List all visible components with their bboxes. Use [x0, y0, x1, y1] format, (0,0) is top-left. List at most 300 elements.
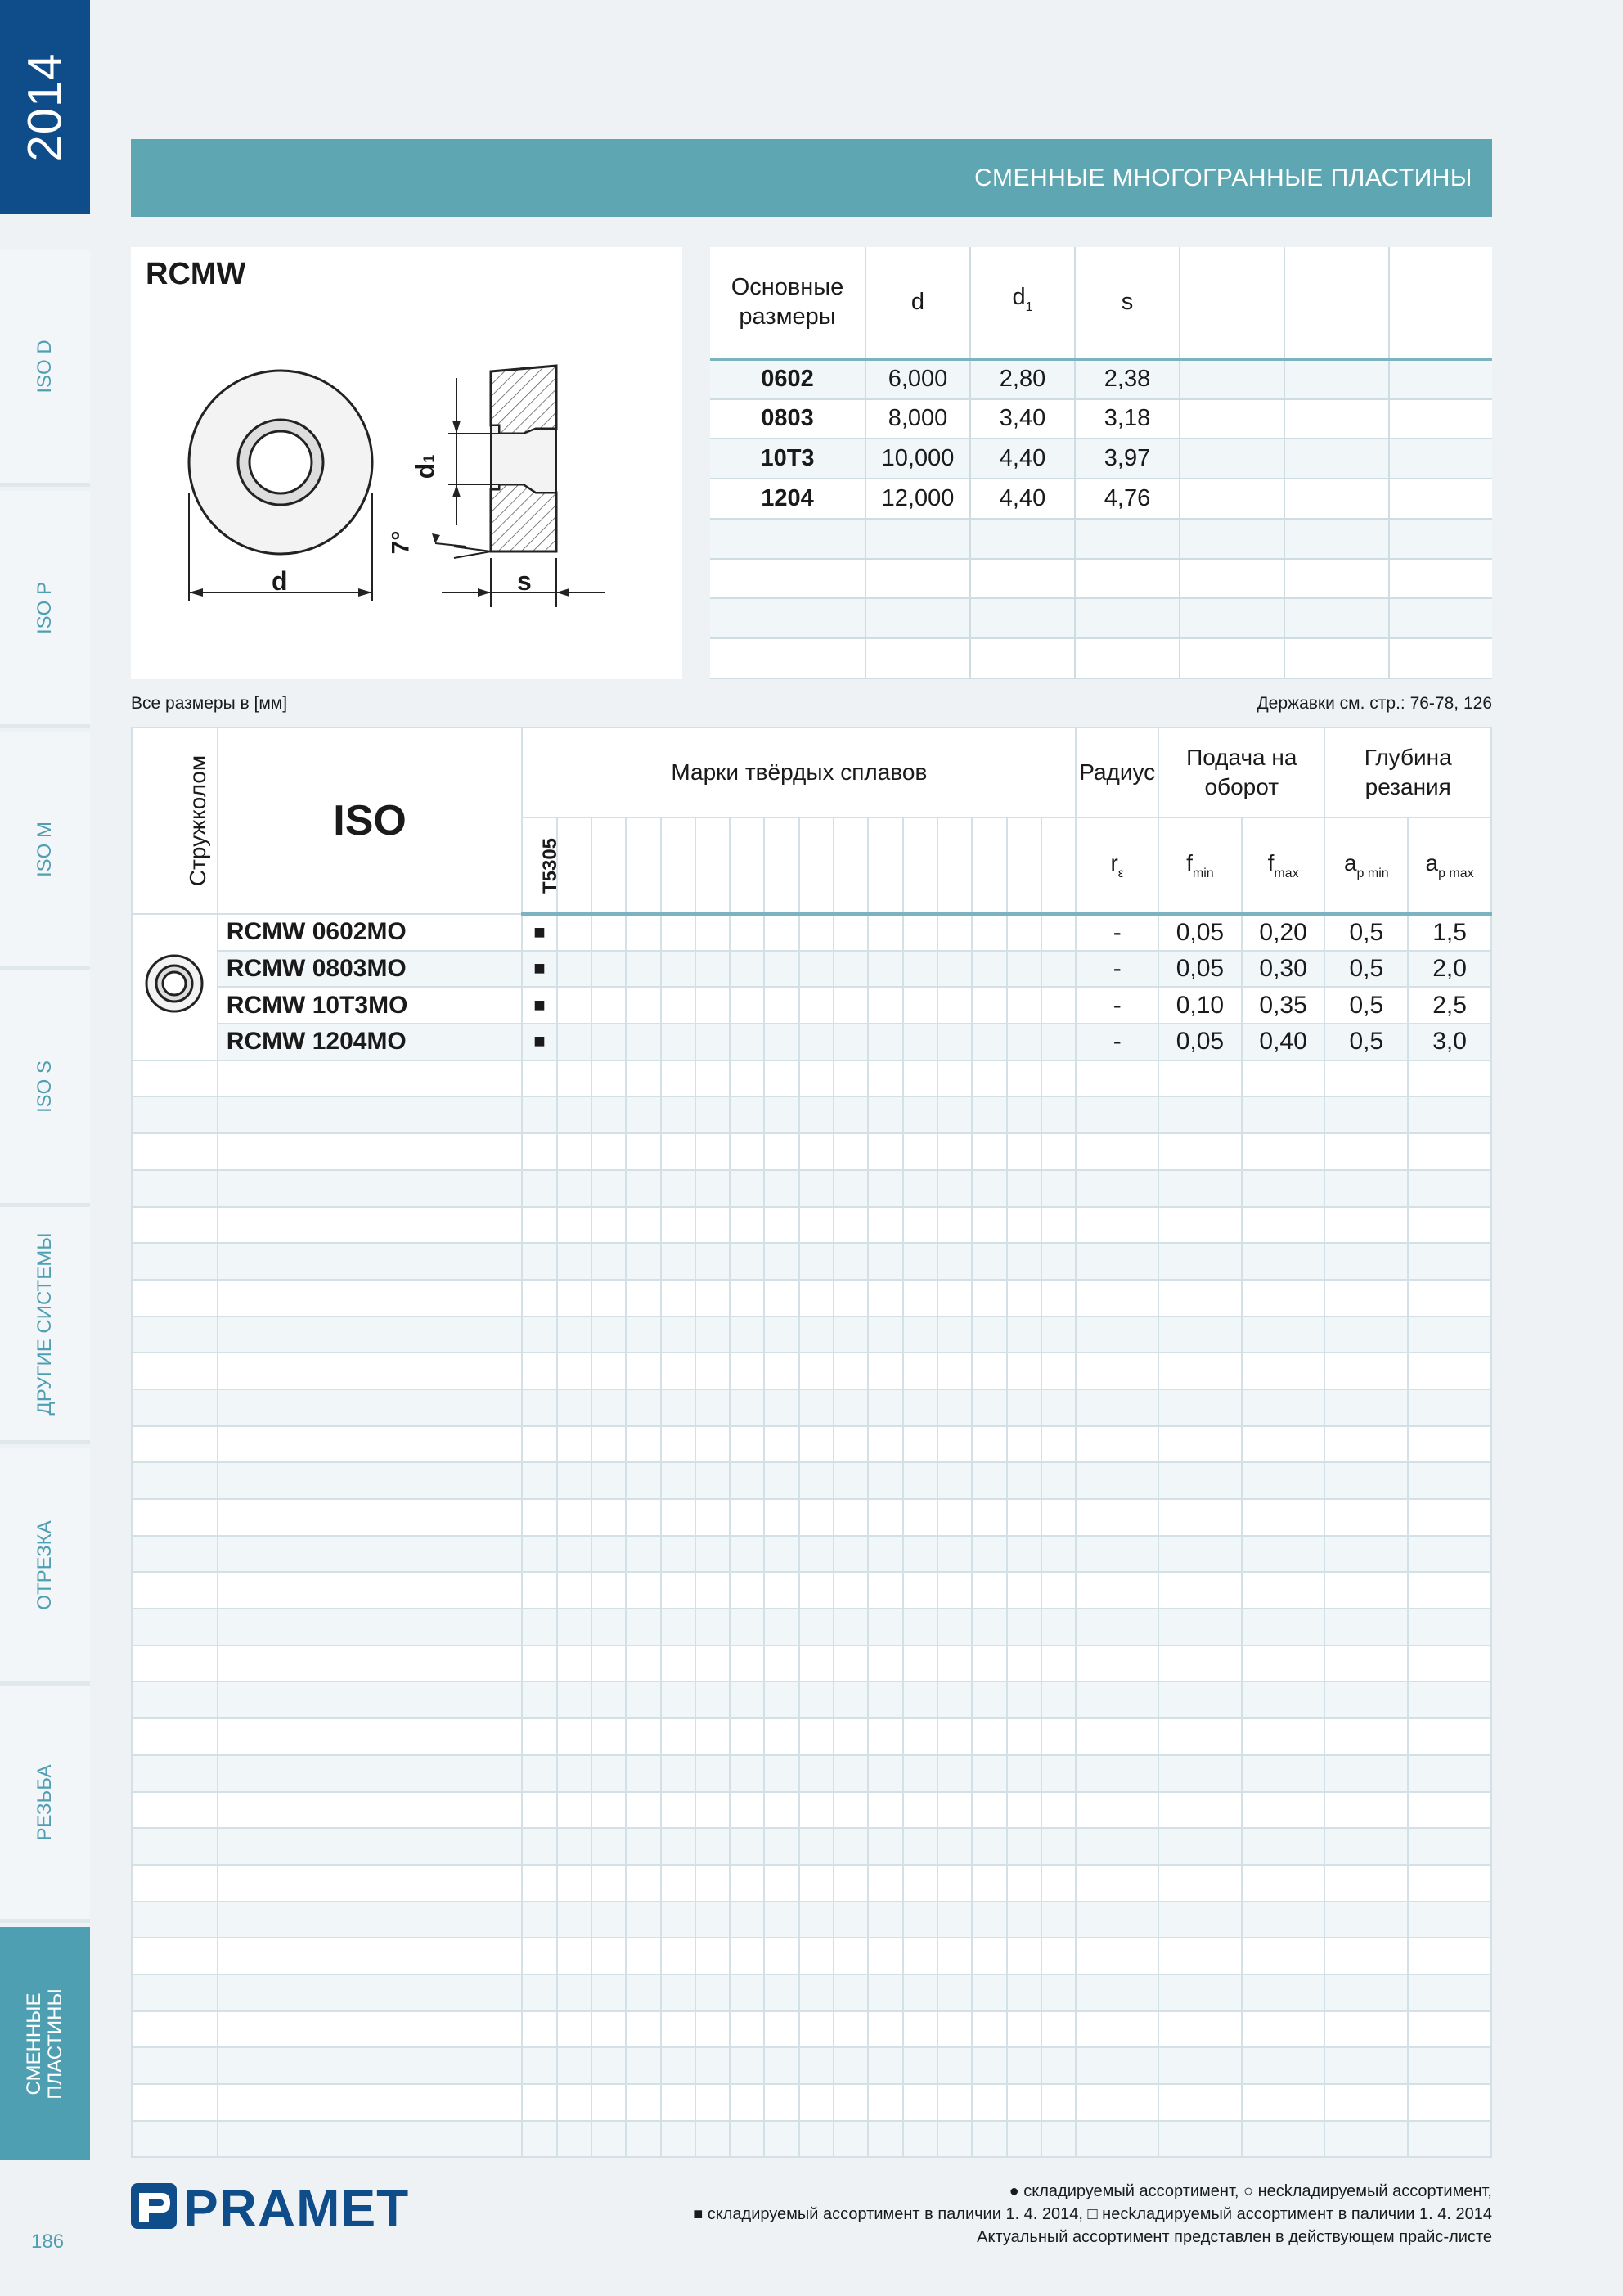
value-fmin	[1158, 1792, 1242, 1829]
insert-code	[218, 1938, 523, 1974]
insert-code: RCMW 0803MO	[218, 951, 523, 988]
dims-row: 0803 8,000 3,40 3,18	[710, 399, 1492, 439]
insert-code	[218, 1280, 523, 1317]
value-apmax	[1408, 1536, 1491, 1573]
value-fmin	[1158, 2011, 1242, 2048]
value-fmax	[1242, 1609, 1325, 1645]
value-r	[1076, 1828, 1158, 1865]
value-fmax	[1242, 1792, 1325, 1829]
insert-code	[218, 1828, 523, 1865]
value-apmin	[1324, 1828, 1408, 1865]
value-r	[1076, 2084, 1158, 2121]
s-label: s	[517, 566, 532, 596]
tab-label: РЕЗЬБА	[34, 1764, 56, 1840]
empty-row	[132, 1572, 1491, 1609]
value-apmax	[1408, 2047, 1491, 2084]
sidebar-tab-iso-p[interactable]	[0, 491, 90, 728]
value-apmin	[1324, 1938, 1408, 1974]
value-fmin	[1158, 1170, 1242, 1207]
empty-row	[132, 1718, 1491, 1755]
section-title: СМЕННЫЕ МНОГОГРАННЫЕ ПЛАСТИНЫ	[974, 164, 1472, 191]
value-apmin	[1324, 1609, 1408, 1645]
insert-code	[218, 1755, 523, 1792]
depth-header: Глубина резания	[1324, 727, 1491, 817]
value-r: -	[1076, 914, 1158, 951]
value-apmin: 0,5	[1324, 987, 1408, 1024]
dims-row-empty	[710, 598, 1492, 638]
empty-row	[132, 1060, 1491, 1097]
value-fmin	[1158, 1865, 1242, 1902]
insert-code	[218, 1243, 523, 1280]
value-fmin	[1158, 1681, 1242, 1718]
value-apmin	[1324, 1499, 1408, 1536]
value-apmin	[1324, 2084, 1408, 2121]
value-fmax: 0,30	[1242, 951, 1325, 988]
insert-title: RCMW	[146, 257, 246, 291]
value-r	[1076, 1609, 1158, 1645]
empty-row	[132, 2121, 1491, 2158]
dims-header-empty	[1180, 247, 1284, 359]
value-apmax	[1408, 1755, 1491, 1792]
value-apmax	[1408, 1792, 1491, 1829]
value-fmax	[1242, 1096, 1325, 1133]
insert-code	[218, 1060, 523, 1097]
value-apmin: 0,5	[1324, 1024, 1408, 1060]
value-apmax	[1408, 1828, 1491, 1865]
value-fmin	[1158, 1609, 1242, 1645]
iso-header: ISO	[218, 727, 523, 914]
value-apmax	[1408, 2011, 1491, 2048]
empty-row	[132, 2047, 1491, 2084]
value-fmax	[1242, 1755, 1325, 1792]
value-apmin	[1324, 2011, 1408, 2048]
value-fmin: 0,05	[1158, 1024, 1242, 1060]
value-fmax	[1242, 1280, 1325, 1317]
value-fmin	[1158, 1353, 1242, 1389]
value-fmax	[1242, 1681, 1325, 1718]
value-fmin	[1158, 1426, 1242, 1463]
insert-code	[218, 1426, 523, 1463]
value-r	[1076, 1207, 1158, 1244]
value-r	[1076, 1389, 1158, 1426]
value-apmax	[1408, 2121, 1491, 2158]
value-fmin	[1158, 1133, 1242, 1170]
empty-row	[132, 1207, 1491, 1244]
value-apmax	[1408, 1426, 1491, 1463]
tab-label: ISO S	[34, 1060, 56, 1113]
empty-row	[132, 1280, 1491, 1317]
dims-header-s: s	[1075, 247, 1180, 359]
apmin-header: $a_{p min}$	[1324, 817, 1408, 914]
value-fmin	[1158, 2084, 1242, 2121]
sidebar-tab-iso-d[interactable]	[0, 250, 90, 487]
value-apmin	[1324, 1865, 1408, 1902]
section-header	[131, 139, 1492, 217]
value-apmax	[1408, 1096, 1491, 1133]
value-apmax	[1408, 1353, 1491, 1389]
value-fmin	[1158, 1755, 1242, 1792]
value-apmin	[1324, 1280, 1408, 1317]
legend-line: ● складируемый ассортимент, ○ несkладируемый ассортимент,	[1009, 2182, 1492, 2200]
dims-header-d: d	[865, 247, 970, 359]
value-fmax	[1242, 2121, 1325, 2158]
dimensions-table	[710, 247, 1492, 679]
value-apmin	[1324, 2121, 1408, 2158]
value-apmax	[1408, 1645, 1491, 1682]
value-apmax	[1408, 1133, 1491, 1170]
value-fmax	[1242, 1462, 1325, 1499]
value-fmax	[1242, 1426, 1325, 1463]
d1-label: d1	[410, 454, 440, 479]
value-fmin	[1158, 1389, 1242, 1426]
insert-code	[218, 1681, 523, 1718]
empty-row	[132, 1317, 1491, 1353]
value-fmax	[1242, 2011, 1325, 2048]
value-apmin	[1324, 1718, 1408, 1755]
value-apmin	[1324, 1755, 1408, 1792]
year-badge	[0, 0, 90, 214]
sidebar-tab-iso-m[interactable]	[0, 732, 90, 970]
empty-row	[132, 1609, 1491, 1645]
chipbreaker-icon	[132, 914, 218, 1060]
fmin-header: $f_{min}$	[1158, 817, 1242, 914]
value-r	[1076, 1462, 1158, 1499]
value-r	[1076, 1645, 1158, 1682]
stock-mark: ■	[522, 1024, 556, 1060]
fmax-header: $f_{max}$	[1242, 817, 1325, 914]
tab-label: ДРУГИЕ СИСТЕМЫ	[34, 1232, 56, 1415]
empty-row	[132, 1462, 1491, 1499]
insert-code: RCMW 1204MO	[218, 1024, 523, 1060]
value-apmax	[1408, 1572, 1491, 1609]
value-apmax: 1,5	[1408, 914, 1491, 951]
value-apmin	[1324, 1426, 1408, 1463]
value-apmax	[1408, 1938, 1491, 1974]
value-r	[1076, 1755, 1158, 1792]
value-apmax	[1408, 1462, 1491, 1499]
value-fmin	[1158, 1462, 1242, 1499]
sidebar-tab-iso-s[interactable]	[0, 970, 90, 1207]
dims-header-basic: Основные размеры	[710, 247, 865, 359]
sidebar-tab-parting[interactable]	[0, 1448, 90, 1686]
value-fmax	[1242, 1207, 1325, 1244]
value-r	[1076, 1718, 1158, 1755]
value-fmax	[1242, 1243, 1325, 1280]
value-r	[1076, 1170, 1158, 1207]
value-apmin	[1324, 1353, 1408, 1389]
empty-row	[132, 1389, 1491, 1426]
value-apmax	[1408, 1681, 1491, 1718]
value-r	[1076, 1426, 1158, 1463]
insert-code	[218, 2084, 523, 2121]
holders-link[interactable]: Державки см. стр.: 76-78, 126	[1257, 694, 1492, 713]
value-fmin	[1158, 1902, 1242, 1938]
value-r: -	[1076, 987, 1158, 1024]
empty-row	[132, 1974, 1491, 2011]
empty-row	[132, 1792, 1491, 1829]
value-r	[1076, 2047, 1158, 2084]
value-apmin: 0,5	[1324, 914, 1408, 951]
legend	[693, 2180, 1492, 2249]
empty-row	[132, 1096, 1491, 1133]
tab-label: ОТРЕЗКА	[34, 1519, 56, 1610]
insert-code	[218, 1096, 523, 1133]
value-apmin	[1324, 1572, 1408, 1609]
value-apmax: 2,0	[1408, 951, 1491, 988]
value-apmin	[1324, 1133, 1408, 1170]
value-r	[1076, 1243, 1158, 1280]
value-apmin	[1324, 1389, 1408, 1426]
value-fmin	[1158, 1280, 1242, 1317]
empty-row	[132, 1170, 1491, 1207]
value-r	[1076, 1317, 1158, 1353]
value-fmin	[1158, 1317, 1242, 1353]
value-apmax	[1408, 2084, 1491, 2121]
insert-code	[218, 2121, 523, 2158]
stock-mark: ■	[522, 987, 556, 1024]
value-r	[1076, 1865, 1158, 1902]
empty-row	[132, 1133, 1491, 1170]
value-apmax	[1408, 1389, 1491, 1426]
value-r	[1076, 1536, 1158, 1573]
value-apmin	[1324, 1645, 1408, 1682]
insert-code	[218, 1353, 523, 1389]
value-fmax: 0,35	[1242, 987, 1325, 1024]
insert-code	[218, 1718, 523, 1755]
insert-code	[218, 1499, 523, 1536]
value-r	[1076, 1974, 1158, 2011]
value-fmax	[1242, 2047, 1325, 2084]
value-fmax	[1242, 1828, 1325, 1865]
value-apmax	[1408, 1902, 1491, 1938]
empty-row	[132, 1755, 1491, 1792]
sidebar-tab-other-systems[interactable]	[0, 1207, 90, 1444]
insert-code: RCMW 10T3MO	[218, 987, 523, 1024]
insert-row	[132, 951, 1491, 988]
empty-row	[132, 1243, 1491, 1280]
inserts-table	[131, 727, 1492, 2158]
dims-header-d1: $d_1$	[970, 247, 1075, 359]
insert-code	[218, 1170, 523, 1207]
value-fmin	[1158, 2121, 1242, 2158]
value-fmax	[1242, 1536, 1325, 1573]
value-fmax: 0,40	[1242, 1024, 1325, 1060]
value-r	[1076, 1133, 1158, 1170]
value-r: -	[1076, 951, 1158, 988]
insert-row	[132, 987, 1491, 1024]
value-r	[1076, 1792, 1158, 1829]
insert-code	[218, 1902, 523, 1938]
value-fmax	[1242, 1060, 1325, 1097]
d-label: d	[272, 566, 288, 596]
insert-code	[218, 1609, 523, 1645]
value-fmin: 0,10	[1158, 987, 1242, 1024]
value-fmin	[1158, 1207, 1242, 1244]
pramet-logo-icon	[131, 2183, 177, 2229]
value-apmax	[1408, 1609, 1491, 1645]
grade-header-t5305: T5305	[522, 817, 556, 914]
value-r	[1076, 1572, 1158, 1609]
value-apmax	[1408, 1243, 1491, 1280]
empty-row	[132, 1426, 1491, 1463]
insert-code	[218, 1572, 523, 1609]
value-r: -	[1076, 1024, 1158, 1060]
value-fmin	[1158, 1938, 1242, 1974]
legend-line: ■ складируемый ассортимент в паличии 1. 4. 2014, □ несkладируемый ассортимент в паличии 1. 4. 2014	[693, 2205, 1492, 2223]
value-r	[1076, 1681, 1158, 1718]
value-fmax	[1242, 1572, 1325, 1609]
empty-row	[132, 1353, 1491, 1389]
empty-row	[132, 1681, 1491, 1718]
value-r	[1076, 1499, 1158, 1536]
value-fmax	[1242, 1317, 1325, 1353]
stock-mark: ■	[522, 914, 556, 951]
empty-row	[132, 1499, 1491, 1536]
value-r	[1076, 1902, 1158, 1938]
value-apmax	[1408, 1865, 1491, 1902]
value-r	[1076, 2121, 1158, 2158]
value-fmax	[1242, 1718, 1325, 1755]
value-apmin	[1324, 1902, 1408, 1938]
dims-row-empty	[710, 559, 1492, 599]
value-apmax	[1408, 1718, 1491, 1755]
value-fmax: 0,20	[1242, 914, 1325, 951]
grades-header: Марки твёрдых сплавов	[522, 727, 1076, 817]
insert-code	[218, 1865, 523, 1902]
value-apmin	[1324, 1462, 1408, 1499]
value-fmin	[1158, 1243, 1242, 1280]
insert-drawing	[131, 247, 682, 679]
tab-label: СМЕННЫЕ ПЛАСТИНЫ	[23, 1988, 66, 2100]
sidebar-tab-inserts[interactable]	[0, 1927, 90, 2160]
value-apmax	[1408, 1060, 1491, 1097]
radius-header: Радиус	[1076, 727, 1158, 817]
insert-code	[218, 1133, 523, 1170]
insert-code	[218, 2011, 523, 2048]
empty-row	[132, 1865, 1491, 1902]
value-apmin	[1324, 1207, 1408, 1244]
insert-row	[132, 1024, 1491, 1060]
dims-row: 1204 12,000 4,40 4,76	[710, 479, 1492, 519]
value-fmax	[1242, 1353, 1325, 1389]
value-apmin	[1324, 1536, 1408, 1573]
value-apmax	[1408, 1974, 1491, 2011]
value-fmax	[1242, 1389, 1325, 1426]
dims-row: 0602 6,000 2,80 2,38	[710, 359, 1492, 399]
value-r	[1076, 2011, 1158, 2048]
dims-header-empty	[1389, 247, 1492, 359]
value-fmin	[1158, 1096, 1242, 1133]
empty-row	[132, 2011, 1491, 2048]
tab-label: ISO M	[34, 821, 56, 877]
value-fmin	[1158, 1974, 1242, 2011]
value-r	[1076, 1096, 1158, 1133]
insert-code	[218, 2047, 523, 2084]
value-fmax	[1242, 1133, 1325, 1170]
tab-label: ISO P	[34, 581, 56, 634]
value-fmin	[1158, 1499, 1242, 1536]
insert-code	[218, 1462, 523, 1499]
value-apmin	[1324, 1974, 1408, 2011]
value-apmax	[1408, 1207, 1491, 1244]
value-fmax	[1242, 1645, 1325, 1682]
empty-row	[132, 1938, 1491, 1974]
value-apmax: 3,0	[1408, 1024, 1491, 1060]
units-note: Все размеры в [мм]	[131, 694, 288, 713]
dims-row-empty	[710, 519, 1492, 559]
dims-row: 10T3 10,000 4,40 3,97	[710, 439, 1492, 479]
value-fmin	[1158, 1718, 1242, 1755]
value-apmax	[1408, 1170, 1491, 1207]
insert-code	[218, 1645, 523, 1682]
empty-row	[132, 1645, 1491, 1682]
sidebar	[0, 0, 90, 2296]
stock-mark: ■	[522, 951, 556, 988]
value-apmax	[1408, 1280, 1491, 1317]
insert-code	[218, 1389, 523, 1426]
angle-label: 7°	[387, 530, 415, 555]
value-fmin	[1158, 1572, 1242, 1609]
insert-code	[218, 1536, 523, 1573]
value-apmin	[1324, 2047, 1408, 2084]
empty-row	[132, 2084, 1491, 2121]
value-fmin: 0,05	[1158, 914, 1242, 951]
year-label: 2014	[18, 52, 72, 162]
value-apmax: 2,5	[1408, 987, 1491, 1024]
value-fmax	[1242, 2084, 1325, 2121]
value-fmin: 0,05	[1158, 951, 1242, 988]
value-apmin: 0,5	[1324, 951, 1408, 988]
value-apmin	[1324, 1792, 1408, 1829]
value-fmax	[1242, 1974, 1325, 2011]
value-apmin	[1324, 1096, 1408, 1133]
value-fmax	[1242, 1170, 1325, 1207]
value-apmin	[1324, 1681, 1408, 1718]
page-number: 186	[31, 2231, 65, 2253]
sidebar-tab-threading[interactable]	[0, 1686, 90, 1923]
dims-header-empty	[1284, 247, 1389, 359]
empty-row	[132, 1536, 1491, 1573]
value-r	[1076, 1938, 1158, 1974]
legend-line: Актуальный ассортимент представлен в действующем прайс-листе	[977, 2228, 1492, 2246]
insert-code	[218, 1792, 523, 1829]
value-fmin	[1158, 1060, 1242, 1097]
value-apmin	[1324, 1060, 1408, 1097]
empty-row	[132, 1902, 1491, 1938]
value-fmin	[1158, 1828, 1242, 1865]
value-apmin	[1324, 1317, 1408, 1353]
value-r	[1076, 1060, 1158, 1097]
value-fmax	[1242, 1499, 1325, 1536]
value-r	[1076, 1280, 1158, 1317]
dims-row-empty	[710, 638, 1492, 678]
value-apmin	[1324, 1243, 1408, 1280]
insert-row	[132, 914, 1491, 951]
value-r	[1076, 1353, 1158, 1389]
value-fmax	[1242, 1902, 1325, 1938]
value-fmin	[1158, 1536, 1242, 1573]
feed-header: Подача на оборот	[1158, 727, 1324, 817]
value-apmin	[1324, 1170, 1408, 1207]
insert-drawing-panel	[131, 247, 682, 679]
insert-code	[218, 1207, 523, 1244]
value-fmax	[1242, 1938, 1325, 1974]
apmax-header: $a_{p max}$	[1408, 817, 1491, 914]
empty-row	[132, 1828, 1491, 1865]
value-fmin	[1158, 2047, 1242, 2084]
r-header: $r_\varepsilon$	[1076, 817, 1158, 914]
value-fmax	[1242, 1865, 1325, 1902]
